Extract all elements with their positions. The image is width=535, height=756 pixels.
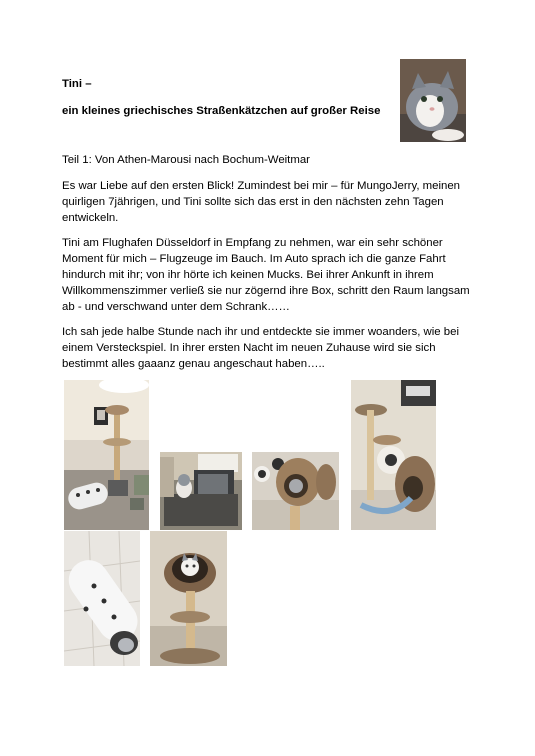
paragraph-1: Es war Liebe auf den ersten Blick! Zumindest bei mir – für MungoJerry, meinen quirligen 7jährigen, und Tini sollte sich das erst in den nächsten zehn Tagen entwickeln.	[62, 180, 461, 224]
paragraph-3: Ich sah jede halbe Stunde nach ihr und entdeckte sie immer woanders, wie bei einem Versteckspiel. In ihrer ersten Nacht im neuen Zuhause wird sie sich bestimmt alles gaaanz genau angeschaut haben…..	[62, 326, 460, 370]
paragraph-2: Tini am Flughafen Düsseldorf in Empfang zu nehmen, war ein sehr schöner Moment für mich – Flugzeuge im Bauch. Im Auto sprach ich die ganze Fahrt hindurch mit ihr; von ihr hörte ich keinen Mucks. Bei ihrer Ankunft in ihrem Willkommenszimmer verließ sie nur zögernd ihre Box, schritt den Raum langsam ab - und verschwand unter dem Schrank……	[62, 237, 470, 313]
cat-carrier-photo	[160, 452, 242, 530]
cat-tunnel-photo	[64, 531, 140, 666]
cat-portrait-photo	[400, 59, 466, 142]
section-heading: Teil 1: Von Athen-Marousi nach Bochum-Weitmar	[62, 154, 310, 166]
welcome-room-photo	[64, 380, 149, 530]
cat-on-tree-photo	[150, 531, 227, 666]
cat-in-cave-photo	[252, 452, 339, 530]
scratching-tree-photo	[351, 380, 436, 530]
document-subtitle: ein kleines griechisches Straßenkätzchen auf großer Reise	[62, 105, 381, 117]
document-title: Tini –	[62, 78, 92, 90]
